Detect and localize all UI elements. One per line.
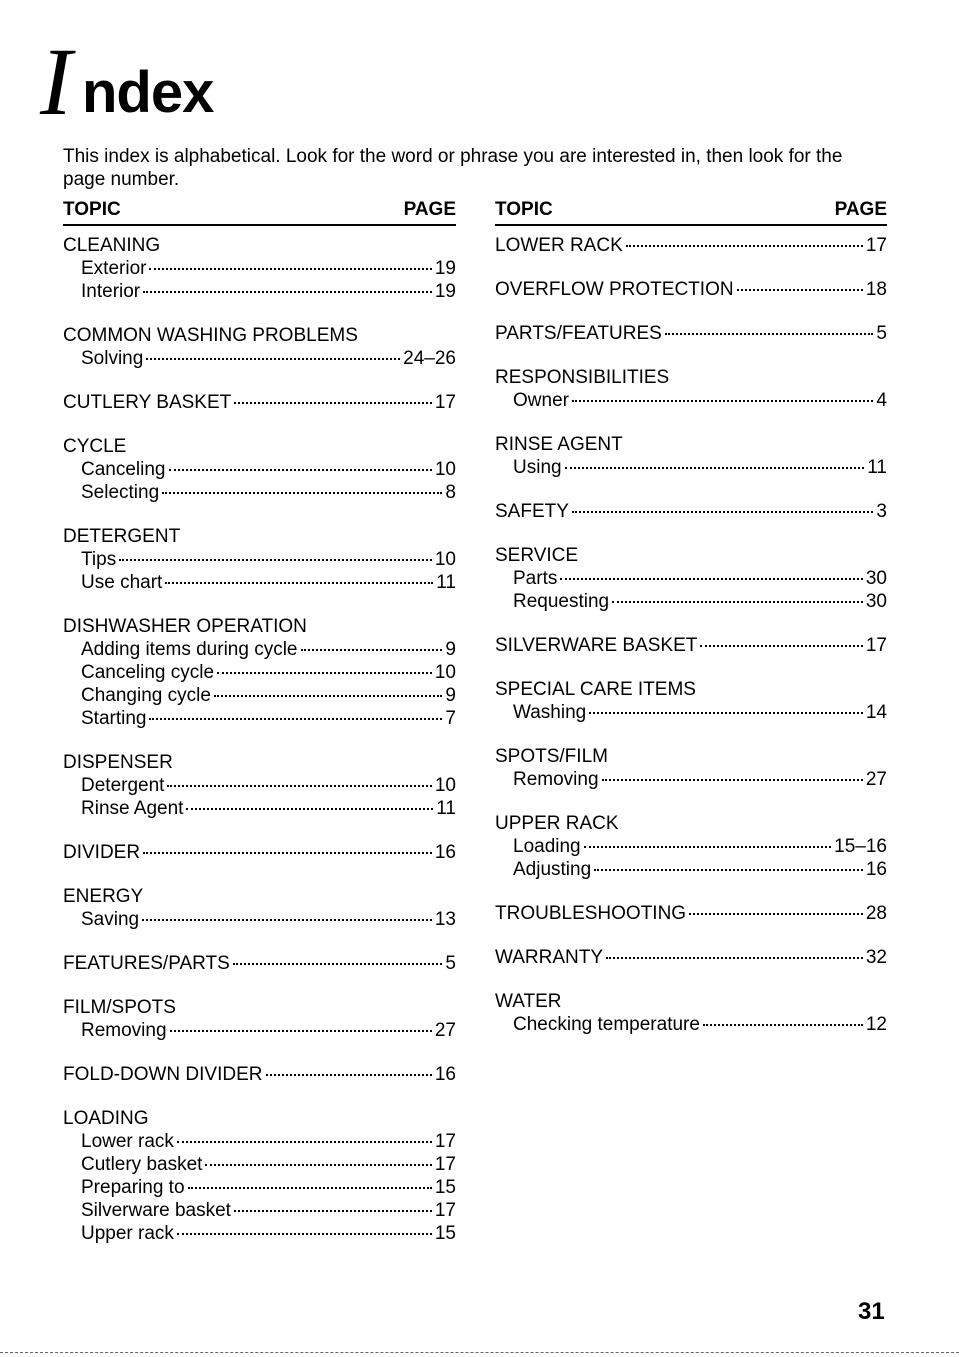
index-entry: [495, 678, 887, 724]
entry-heading: DISHWASHER OPERATION: [63, 616, 307, 637]
entry-label: SAFETY: [495, 501, 569, 522]
index-entry: [63, 391, 456, 414]
entry-page: 13: [434, 909, 456, 930]
entry-label: Removing: [513, 769, 599, 790]
index-entry: [63, 996, 456, 1042]
entry-label: Changing cycle: [81, 685, 211, 706]
index-entry: [63, 841, 456, 864]
dot-leader: [149, 718, 442, 720]
entry-page: 12: [865, 1014, 887, 1035]
title-initial: I: [40, 28, 70, 135]
entry-label: CUTLERY BASKET: [63, 392, 232, 413]
entry-page: 16: [434, 1064, 456, 1085]
entry-label: Interior: [81, 281, 141, 302]
page-number: 31: [858, 1298, 885, 1325]
index-subentry: [63, 908, 456, 931]
entry-label: Canceling cycle: [81, 662, 215, 683]
dot-leader: [589, 712, 863, 714]
entry-page: 8: [445, 482, 456, 503]
dot-leader: [565, 467, 865, 469]
entry-label: FEATURES/PARTS: [63, 953, 230, 974]
dot-leader: [149, 268, 431, 270]
index-subentry: [63, 774, 456, 797]
dot-leader: [165, 582, 433, 584]
entry-label: Cutlery basket: [81, 1154, 203, 1175]
entry-page: 18: [865, 279, 887, 300]
index-entry: [63, 435, 456, 504]
index-entry: [495, 544, 887, 613]
dot-leader: [266, 1074, 432, 1076]
index-subentry: [63, 548, 456, 571]
index-subentry: [63, 638, 456, 661]
title-rest: ndex: [82, 60, 214, 125]
entry-label: Loading: [513, 836, 581, 857]
index-subentry: [495, 858, 887, 881]
entry-page: 5: [445, 953, 456, 974]
entry-label: Adjusting: [513, 859, 592, 880]
index-entry: [63, 615, 456, 730]
column-header: [495, 198, 887, 226]
entry-label: Tips: [81, 549, 117, 570]
entry-label: Solving: [81, 348, 144, 369]
index-subentry: [495, 768, 887, 791]
column-header: [63, 198, 456, 226]
entry-label: TROUBLESHOOTING: [495, 903, 687, 924]
dot-leader: [234, 1210, 432, 1212]
entry-label: Canceling: [81, 459, 166, 480]
entry-page: 17: [434, 1200, 456, 1221]
entry-page: 16: [434, 842, 456, 863]
index-entry-line: [495, 234, 887, 257]
index-entry-line: [495, 634, 887, 657]
index-subentry: [63, 347, 456, 370]
index-entry: [495, 634, 887, 657]
index-entry: [63, 751, 456, 820]
index-subentry: [63, 1130, 456, 1153]
entry-label: Requesting: [513, 591, 610, 612]
dot-leader: [167, 785, 431, 787]
entry-heading: UPPER RACK: [495, 813, 619, 834]
entry-heading: SERVICE: [495, 545, 579, 566]
entry-page: 19: [434, 258, 456, 279]
entry-label: PARTS/FEATURES: [495, 323, 662, 344]
index-subentry: [63, 797, 456, 820]
entry-page: 28: [865, 903, 887, 924]
entry-page: 16: [865, 859, 887, 880]
dot-leader: [703, 1024, 863, 1026]
entry-page: 11: [436, 572, 456, 593]
intro-text: This index is alphabetical. Look for the word or phrase you are interested in, then look for the page number.: [63, 146, 843, 190]
dot-leader: [217, 672, 432, 674]
dot-leader: [234, 402, 432, 404]
entry-label: FOLD-DOWN DIVIDER: [63, 1064, 263, 1085]
index-subentry: [495, 389, 887, 412]
dot-leader: [584, 846, 832, 848]
index-subentry: [63, 257, 456, 280]
dot-leader: [606, 957, 863, 959]
dot-leader: [177, 1233, 432, 1235]
entry-page: 10: [434, 775, 456, 796]
entry-heading: SPECIAL CARE ITEMS: [495, 679, 696, 700]
index-entry: [63, 1063, 456, 1086]
index-subentry: [63, 684, 456, 707]
index-subentry: [63, 280, 456, 303]
entry-label: Saving: [81, 909, 140, 930]
dot-leader: [169, 469, 432, 471]
entry-label: Detergent: [81, 775, 165, 796]
dot-leader: [143, 852, 432, 854]
index-entry-line: [495, 278, 887, 301]
entry-heading: DISPENSER: [63, 752, 173, 773]
index-entry: [63, 324, 456, 370]
entry-page: 7: [445, 708, 456, 729]
entry-label: Exterior: [81, 258, 147, 279]
index-entry-line: [495, 902, 887, 925]
entry-label: WARRANTY: [495, 947, 604, 968]
dot-leader: [177, 1141, 432, 1143]
dot-leader: [737, 289, 863, 291]
index-entry: [495, 234, 887, 257]
dot-leader: [689, 913, 863, 915]
index-subentry: [63, 707, 456, 730]
entry-label: Starting: [81, 708, 147, 729]
entry-page: 17: [434, 392, 456, 413]
index-entry: [495, 745, 887, 791]
entry-heading: WATER: [495, 991, 562, 1012]
entry-label: Adding items during cycle: [81, 639, 298, 660]
dot-leader: [214, 695, 443, 697]
entry-page: 17: [865, 635, 887, 656]
entry-page: 15: [434, 1177, 456, 1198]
index-entry: [63, 1107, 456, 1245]
entry-page: 17: [434, 1131, 456, 1152]
dot-leader: [602, 779, 863, 781]
entry-heading: RINSE AGENT: [495, 434, 623, 455]
index-entry: [495, 366, 887, 412]
dot-leader: [119, 559, 432, 561]
index-subentry: [63, 1019, 456, 1042]
index-column-left: [63, 198, 456, 1266]
index-column-right: [495, 198, 887, 1057]
topic-header: TOPIC: [495, 199, 553, 220]
entry-heading: FILM/SPOTS: [63, 997, 176, 1018]
entry-page: 15–16: [834, 836, 887, 857]
entry-label: Silverware basket: [81, 1200, 231, 1221]
index-entry-line: [63, 391, 456, 414]
entry-label: Preparing to: [81, 1177, 185, 1198]
index-entry-line: [495, 500, 887, 523]
index-subentry: [63, 458, 456, 481]
index-subentry: [63, 1199, 456, 1222]
entry-label: Removing: [81, 1020, 167, 1041]
index-subentry: [63, 1153, 456, 1176]
dot-leader: [572, 511, 874, 513]
index-entry: [495, 902, 887, 925]
entry-page: 14: [865, 702, 887, 723]
dot-leader: [594, 869, 863, 871]
dot-leader: [626, 245, 863, 247]
index-entry: [495, 278, 887, 301]
entry-label: Use chart: [81, 572, 163, 593]
entry-heading: RESPONSIBILITIES: [495, 367, 670, 388]
page-header: PAGE: [834, 199, 887, 220]
dot-leader: [146, 358, 400, 360]
entry-label: Selecting: [81, 482, 160, 503]
index-subentry: [63, 661, 456, 684]
page-header: PAGE: [403, 199, 456, 220]
index-entry: [495, 812, 887, 881]
index-entry: [495, 433, 887, 479]
index-subentry: [63, 1176, 456, 1199]
dot-leader: [572, 400, 873, 402]
index-entry: [495, 946, 887, 969]
entry-label: SILVERWARE BASKET: [495, 635, 698, 656]
entry-page: 30: [865, 568, 887, 589]
dot-leader: [700, 645, 862, 647]
entry-page: 9: [445, 685, 456, 706]
dot-leader: [233, 963, 443, 965]
dot-leader: [143, 291, 432, 293]
dot-leader: [188, 1187, 432, 1189]
index-subentry: [495, 456, 887, 479]
dot-leader: [665, 333, 874, 335]
index-entry: [63, 885, 456, 931]
entry-page: 24–26: [403, 348, 456, 369]
entry-label: Using: [513, 457, 562, 478]
index-entry-line: [63, 1063, 456, 1086]
entry-heading: CLEANING: [63, 235, 161, 256]
entry-page: 27: [865, 769, 887, 790]
entry-page: 4: [876, 390, 887, 411]
entry-label: Upper rack: [81, 1223, 174, 1244]
index-subentry: [495, 701, 887, 724]
entry-page: 11: [867, 457, 887, 478]
entry-heading: SPOTS/FILM: [495, 746, 608, 767]
entry-heading: LOADING: [63, 1108, 149, 1129]
index-subentry: [495, 567, 887, 590]
entry-page: 15: [434, 1223, 456, 1244]
entry-page: 27: [434, 1020, 456, 1041]
entry-label: Lower rack: [81, 1131, 174, 1152]
dot-leader: [170, 1030, 432, 1032]
entry-page: 17: [434, 1154, 456, 1175]
index-entry-line: [63, 952, 456, 975]
entry-label: Washing: [513, 702, 587, 723]
index-subentry: [495, 835, 887, 858]
dot-leader: [205, 1164, 431, 1166]
entry-label: Owner: [513, 390, 569, 411]
index-entry: [495, 500, 887, 523]
bottom-rule: [0, 1352, 959, 1353]
entry-page: 3: [876, 501, 887, 522]
dot-leader: [560, 578, 863, 580]
index-entries-left: [63, 234, 456, 1245]
index-entry: [63, 952, 456, 975]
index-entry: [63, 234, 456, 303]
entry-page: 17: [865, 235, 887, 256]
index-entry-line: [63, 841, 456, 864]
topic-header: TOPIC: [63, 199, 121, 220]
index-entry-line: [495, 946, 887, 969]
entry-label: Rinse Agent: [81, 798, 184, 819]
entry-heading: CYCLE: [63, 436, 127, 457]
dot-leader: [142, 919, 432, 921]
entry-heading: COMMON WASHING PROBLEMS: [63, 325, 358, 346]
entry-page: 10: [434, 549, 456, 570]
entry-page: 10: [434, 662, 456, 683]
index-subentry: [63, 481, 456, 504]
index-entry: [63, 525, 456, 594]
dot-leader: [162, 492, 442, 494]
entry-page: 5: [876, 323, 887, 344]
index-subentry: [495, 1013, 887, 1036]
entry-label: LOWER RACK: [495, 235, 623, 256]
entry-label: Parts: [513, 568, 558, 589]
entry-label: Checking temperature: [513, 1014, 700, 1035]
entry-page: 9: [445, 639, 456, 660]
entry-heading: ENERGY: [63, 886, 144, 907]
index-entry: [495, 322, 887, 345]
dot-leader: [186, 808, 433, 810]
index-subentry: [495, 590, 887, 613]
entry-page: 32: [865, 947, 887, 968]
entry-page: 19: [434, 281, 456, 302]
entry-page: 11: [436, 798, 456, 819]
index-entry: [495, 990, 887, 1036]
dot-leader: [612, 601, 863, 603]
entry-heading: DETERGENT: [63, 526, 181, 547]
index-subentry: [63, 571, 456, 594]
index-entry-line: [495, 322, 887, 345]
entry-label: DIVIDER: [63, 842, 141, 863]
index-subentry: [63, 1222, 456, 1245]
dot-leader: [301, 649, 443, 651]
entry-label: OVERFLOW PROTECTION: [495, 279, 734, 300]
entry-page: 30: [865, 591, 887, 612]
index-entries-right: [495, 234, 887, 1036]
entry-page: 10: [434, 459, 456, 480]
